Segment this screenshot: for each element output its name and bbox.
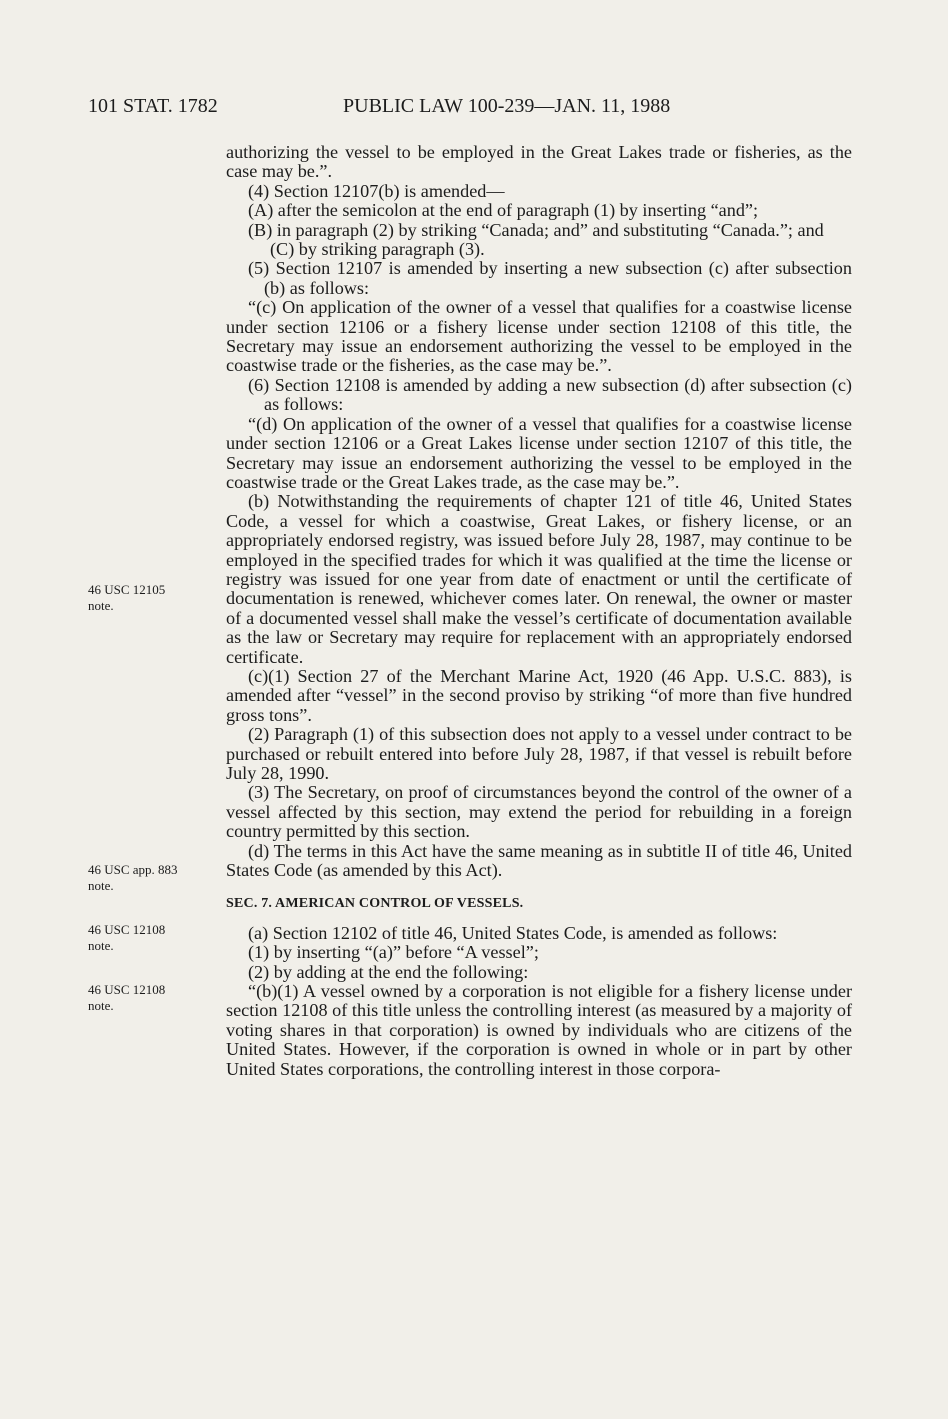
- paragraph: (b) Notwithstanding the requirements of chapter 121 of title 46, United States Code, a vessel for which a coastwise, Great Lakes, or fishery license, or an appropriately endorsed registry, was issued before July 28, 1987, may continue to be employed in the specified trades for which it was qualified at the time the license or registry was issued for one year from date of enactment or until the certificate of documentation is renewed, whichever comes later. On renewal, the owner or master of a documented vessel shall make the vessel’s certificate of documentation available as the law or Secretary may require for replacement with an appropriately endorsed certificate.: [226, 491, 852, 667]
- paragraph: “(c) On application of the owner of a vessel that qualifies for a coastwise license under section 12106 or a fishery license under section 12108 of this title, the Secretary may issue an endorsement authorizing the vessel to be employed in the coastwise trade or the fisheries, as the case may be.”.: [226, 297, 852, 376]
- paragraph: (c)(1) Section 27 of the Merchant Marine Act, 1920 (46 App. U.S.C. 883), is amended after “vessel” in the second proviso by striking “of more than five hundred gross tons”.: [226, 665, 852, 725]
- statute-body: [226, 143, 852, 1079]
- statute-reference: 101 STAT. 1782: [88, 95, 218, 117]
- margin-note-citation: 46 USC 12105: [88, 582, 166, 597]
- margin-note-suffix: note.: [88, 998, 114, 1013]
- running-header: [88, 95, 868, 121]
- margin-note-usc-app-883: [88, 862, 218, 894]
- paragraph: (B) in paragraph (2) by striking “Canada; and” and substituting “Canada.”; and: [248, 219, 824, 240]
- public-law-reference: PUBLIC LAW 100-239—JAN. 11, 1988: [343, 95, 671, 117]
- paragraph: (a) Section 12102 of title 46, United States Code, is amended as follows:: [248, 922, 778, 943]
- margin-note-suffix: note.: [88, 598, 114, 613]
- margin-note-suffix: note.: [88, 878, 114, 893]
- paragraph: (4) Section 12107(b) is amended—: [248, 180, 505, 201]
- section-heading: SEC. 7. AMERICAN CONTROL OF VESSELS.: [226, 896, 524, 912]
- paragraph: (1) by inserting “(a)” before “A vessel”;: [248, 942, 539, 963]
- margin-note-suffix: note.: [88, 938, 114, 953]
- paragraph: (d) The terms in this Act have the same meaning as in subtitle II of title 46, United States Code (as amended by this Act).: [226, 840, 852, 881]
- margin-note-citation: 46 USC 12108: [88, 982, 166, 997]
- paragraph: (6) Section 12108 is amended by adding a new subsection (d) after subsection (c) as follows:: [248, 374, 852, 415]
- paragraph: (2) by adding at the end the following:: [248, 961, 529, 982]
- margin-note-citation: 46 USC 12108: [88, 922, 166, 937]
- paragraph: (A) after the semicolon at the end of paragraph (1) by inserting “and”;: [248, 200, 759, 221]
- paragraph: authorizing the vessel to be employed in the Great Lakes trade or fisheries, as the case may be.”.: [226, 142, 852, 182]
- margin-note-usc-12108-a: [88, 922, 218, 954]
- paragraph: (3) The Secretary, on proof of circumstances beyond the control of the owner of a vessel affected by this section, may extend the period for rebuilding in a foreign country permitted by this section.: [226, 782, 852, 842]
- paragraph: “(d) On application of the owner of a vessel that qualifies for a coastwise license under section 12106 or a Great Lakes license under section 12107 of this title, the Secretary may issue an endorsement authorizing the vessel to be employed in the coastwise trade or the Great Lakes trade, as the case may be.”.: [226, 413, 852, 492]
- margin-note-usc-12108-b: [88, 982, 218, 1014]
- margin-note-citation: 46 USC app. 883: [88, 862, 178, 877]
- paragraph: (2) Paragraph (1) of this subsection does not apply to a vessel under contract to be purchased or rebuilt entered into before July 28, 1987, if that vessel is rebuilt before July 28, 1990.: [226, 724, 852, 783]
- paragraph: “(b)(1) A vessel owned by a corporation is not eligible for a fishery license under section 12108 of this title unless the controlling interest (as measured by a majority of voting shares in that corporation) is owned by individuals who are citizens of the United States. However, if the corporation is owned in whole or in part by other United States corporations, the controlling interest in those corpora-: [226, 981, 852, 1079]
- paragraph: (5) Section 12107 is amended by inserting a new subsection (c) after subsection (b) as follows:: [248, 258, 852, 298]
- margin-note-usc-12105: [88, 582, 218, 614]
- paragraph: (C) by striking paragraph (3).: [270, 239, 485, 260]
